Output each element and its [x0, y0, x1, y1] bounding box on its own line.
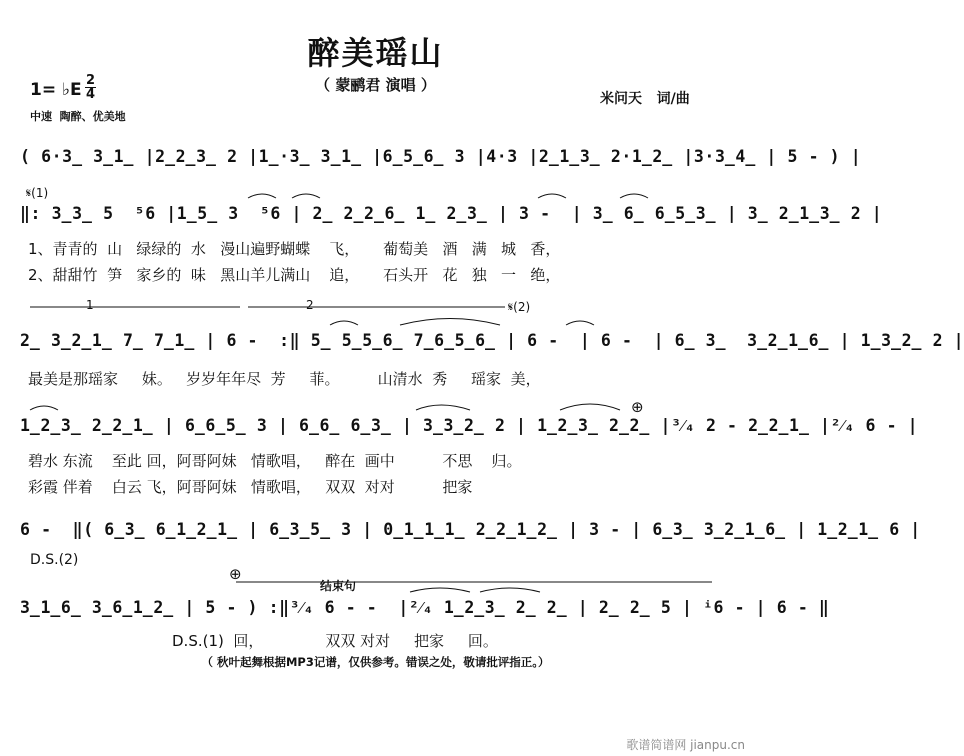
ending-label: 结束句: [320, 579, 357, 593]
volta-2-label: 2: [306, 298, 314, 312]
slur: [620, 194, 648, 198]
slur: [30, 406, 58, 410]
slur: [538, 194, 566, 198]
slur: [566, 321, 594, 325]
tempo-marking: 中速 陶醉、优美地: [30, 110, 126, 123]
coda-mark-lower: ⊕: [229, 565, 242, 583]
notation-row-2: ‖: 3̲3̲ 5 ⁵6 |1̲5̲ 3 ⁵6 | 2̲ 2̲2̲6̲ 1̲ 2̲3̲ | 3 - | 3̲ 6̲ 6̲5̲3̲ | 3̲ 2̲1̲3̲ 2 |: [20, 204, 883, 223]
notation-row-1: ( 6·3̲ 3̲1̲ |2̲2̲3̲ 2 |1̲·3̲ 3̲1̲ |6̲5̲6̲ 3 |4·3 |2̲1̲3̲ 2·1̲2̲ |3·3̲4̲ | 5 - ) |: [20, 147, 862, 166]
ds-2-instruction: D.S.(2): [30, 552, 79, 568]
slur: [560, 404, 620, 410]
lyrics-row-2-verse-2: 2、甜甜竹 笋 家乡的 味 黑山羊儿满山 追， 石头开 花 独 一 绝，: [28, 266, 561, 284]
key-signature: 1= ♭E: [30, 80, 82, 100]
song-title: 醉美瑶山: [307, 34, 444, 72]
lyrics-row-3: 最美是那瑶家 妹。 岁岁年年尽 芳 菲。 山清水 秀 瑶家 美，: [28, 370, 541, 388]
coda-mark-upper: ⊕: [631, 398, 644, 416]
notation-row-5: 6 - ‖( 6̲3̲ 6̲1̲2̲1̲ | 6̲3̲5̲ 3 | 0̲1̲1̲1̲ 2̲2̲1̲2̲ | 3 - | 6̲3̲ 3̲2̲1̲6̲ | 1̲2̲1̲ 6 |: [20, 520, 921, 539]
slur: [416, 405, 470, 410]
slur: [292, 194, 320, 198]
lyrics-row-2-verse-1: 1、青青的 山 绿绿的 水 漫山遍野蝴蝶 飞， 葡萄美 酒 满 城 香，: [28, 240, 561, 258]
slur: [400, 319, 500, 326]
segno-2-mark: 𝄋(2): [508, 300, 531, 314]
time-signature-top: 2: [85, 73, 96, 88]
slur: [330, 321, 358, 325]
slur: [248, 194, 276, 198]
lyrics-row-4-verse-2: 彩霞 伴着 白云 飞，阿哥阿妹 情歌唱， 双双 对对 把家: [28, 478, 473, 496]
slur: [410, 588, 470, 592]
slur: [480, 588, 540, 592]
site-watermark: 歌谱简谱网 jianpu.cn: [626, 738, 745, 752]
volta-1-label: 1: [86, 298, 94, 312]
notation-row-6: 3̲1̲6̲ 3̲6̲1̲2̲ | 5 - ) :‖³⁄₄ 6 - - |²⁄₄ 1̲2̲3̲ 2̲ 2̲ | 2̲ 2̲ 5 | ⁱ6 - | 6 - ‖: [20, 598, 830, 617]
notation-row-4: 1̲2̲3̲ 2̲2̲1̲ | 6̲6̲5̲ 3 | 6̲6̲ 6̲3̲ | 3̲3̲2̲ 2 | 1̲2̲3̲ 2̲2̲ |³⁄₄ 2 - 2̲2̲1̲ |²⁄₄ 6 - |: [20, 416, 919, 435]
lyrics-row-4-verse-1: 碧水 东流 至此 回，阿哥阿妹 情歌唱， 醉在 画中 不思 归。: [28, 452, 522, 470]
lyrics-row-6: D.S.(1) 回， 双双 对对 把家 回。: [172, 632, 498, 650]
transcription-note: （ 秋叶起舞根据MP3记谱，仅供参考。错误之处，敬请批评指正。）: [201, 655, 550, 669]
singer-credit: （ 蒙鹂君 演唱 ）: [315, 76, 436, 94]
composer-credit: 米问天 词/曲: [600, 91, 690, 107]
time-signature-bottom: 4: [85, 87, 96, 102]
notation-row-3: 2̲ 3̲2̲1̲ 7̲ 7̲1̲ | 6 - :‖ 5̲ 5̲5̲6̲ 7̲6̲5̲6̲ | 6 - | 6 - | 6̲ 3̲ 3̲2̲1̲6̲ | 1̲3̲2̲ 2 |: [20, 331, 964, 350]
segno-1-mark: 𝄋(1): [26, 186, 49, 200]
